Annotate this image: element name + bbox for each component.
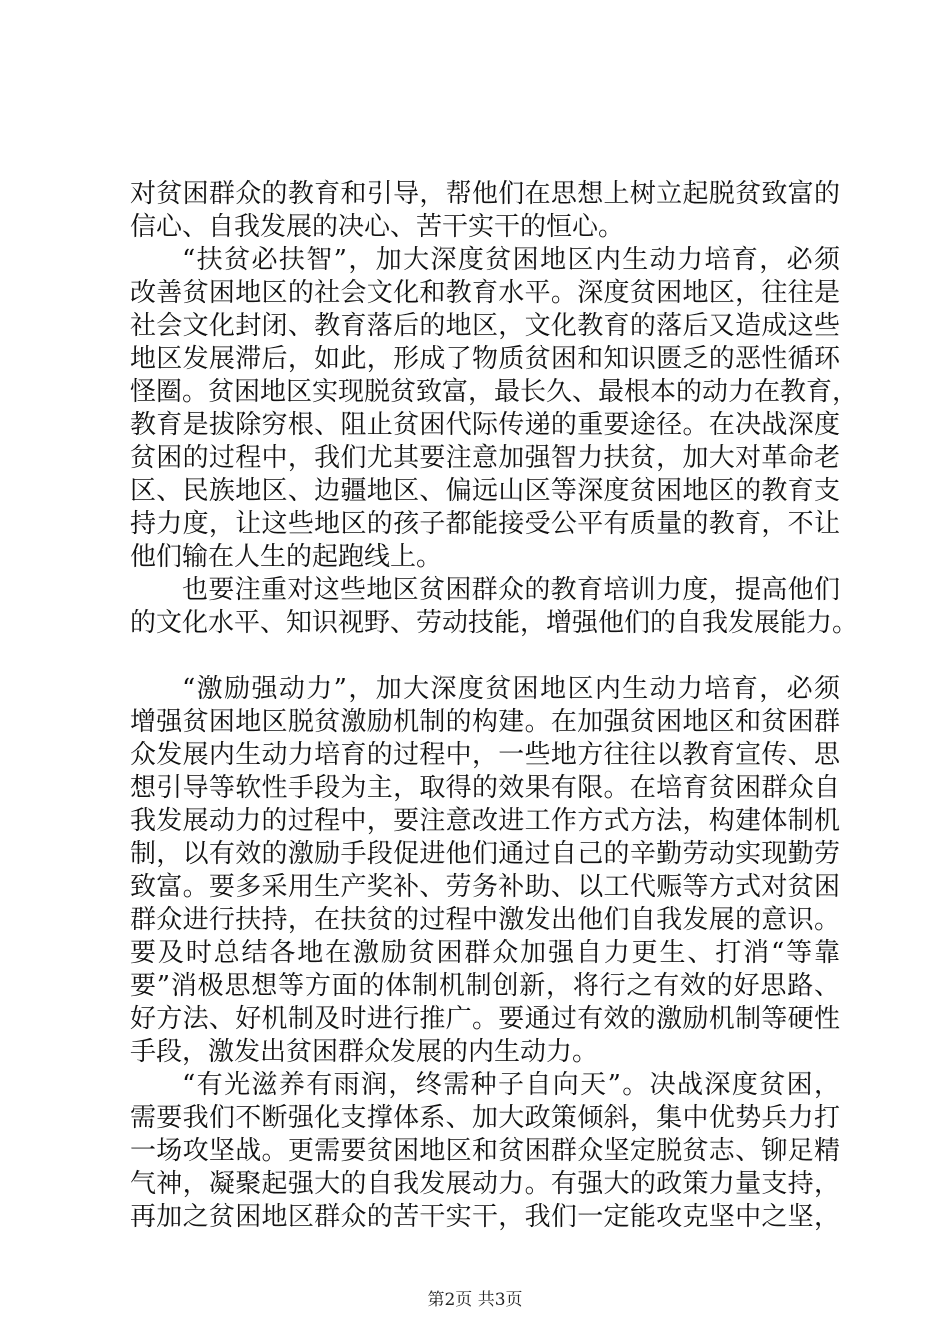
text-line: 教育是拔除穷根、阻止贫困代际传递的重要途径。在决战深度 <box>130 410 840 440</box>
text-line: 社会文化封闭、教育落后的地区，文化教育的落后又造成这些 <box>130 311 840 341</box>
text-line: 持力度，让这些地区的孩子都能接受公平有质量的教育，不让 <box>130 509 840 539</box>
text-line: “激励强动力”，加大深度贫困地区内生动力培育，必须 <box>182 674 840 704</box>
text-line: 众发展内生动力培育的过程中，一些地方往往以教育宣传、思 <box>130 740 840 770</box>
text-line: 他们输在人生的起跑线上。 <box>130 542 443 572</box>
text-line: 的文化水平、知识视野、劳动技能，增强他们的自我发展能力。 <box>130 608 859 638</box>
text-line: 气神，凝聚起强大的自我发展动力。有强大的政策力量支持， <box>130 1169 840 1199</box>
text-line: 要”消极思想等方面的体制机制创新，将行之有效的好思路、 <box>130 971 840 1001</box>
paragraph <box>130 178 840 244</box>
text-line: “有光滋养有雨润，终需种子自向天”。决战深度贫困， <box>182 1070 840 1100</box>
text-line: 好方法、好机制及时进行推广。要通过有效的激励机制等硬性 <box>130 1004 840 1034</box>
text-line: 想引导等软性手段为主，取得的效果有限。在培育贫困群众自 <box>130 773 840 803</box>
text-line: 怪圈。贫困地区实现脱贫致富，最长久、最根本的动力在教育， <box>130 377 859 407</box>
text-line: 贫困的过程中，我们尤其要注意加强智力扶贫，加大对革命老 <box>130 443 840 473</box>
text-line: 我发展动力的过程中，要注意改进工作方式方法，构建体制机 <box>130 806 840 836</box>
paragraph <box>130 574 859 640</box>
paragraph <box>130 244 859 574</box>
text-line: 需要我们不断强化支撑体系、加大政策倾斜，集中优势兵力打 <box>130 1103 840 1133</box>
text-line: 信心、自我发展的决心、苦干实干的恒心。 <box>130 212 625 242</box>
text-line: 增强贫困地区脱贫激励机制的构建。在加强贫困地区和贫困群 <box>130 707 840 737</box>
page-footer: 第2页 共3页 <box>427 1290 523 1310</box>
text-line: 手段，激发出贫困群众发展的内生动力。 <box>130 1037 599 1067</box>
text-line: 对贫困群众的教育和引导，帮他们在思想上树立起脱贫致富的 <box>130 179 840 209</box>
text-line: 也要注重对这些地区贫困群众的教育培训力度，提高他们 <box>182 575 840 605</box>
text-line: 再加之贫困地区群众的苦干实干，我们一定能攻克坚中之坚， <box>130 1202 840 1232</box>
paragraph <box>130 1069 840 1234</box>
document-body <box>130 178 859 1234</box>
paragraph <box>130 673 840 1069</box>
text-line: 一场攻坚战。更需要贫困地区和贫困群众坚定脱贫志、铆足精 <box>130 1136 840 1166</box>
text-line: 改善贫困地区的社会文化和教育水平。深度贫困地区，往往是 <box>130 278 840 308</box>
text-line: 群众进行扶持，在扶贫的过程中激发出他们自我发展的意识。 <box>130 905 840 935</box>
text-line: 地区发展滞后，如此，形成了物质贫困和知识匮乏的恶性循环 <box>130 344 840 374</box>
text-line: 要及时总结各地在激励贫困群众加强自力更生、打消“等靠 <box>130 938 840 968</box>
blank-line <box>130 640 840 673</box>
text-line: 制，以有效的激励手段促进他们通过自己的辛勤劳动实现勤劳 <box>130 839 840 869</box>
text-line: 区、民族地区、边疆地区、偏远山区等深度贫困地区的教育支 <box>130 476 840 506</box>
text-line: “扶贫必扶智”，加大深度贫困地区内生动力培育，必须 <box>182 245 840 275</box>
text-line: 致富。要多采用生产奖补、劳务补助、以工代赈等方式对贫困 <box>130 872 840 902</box>
